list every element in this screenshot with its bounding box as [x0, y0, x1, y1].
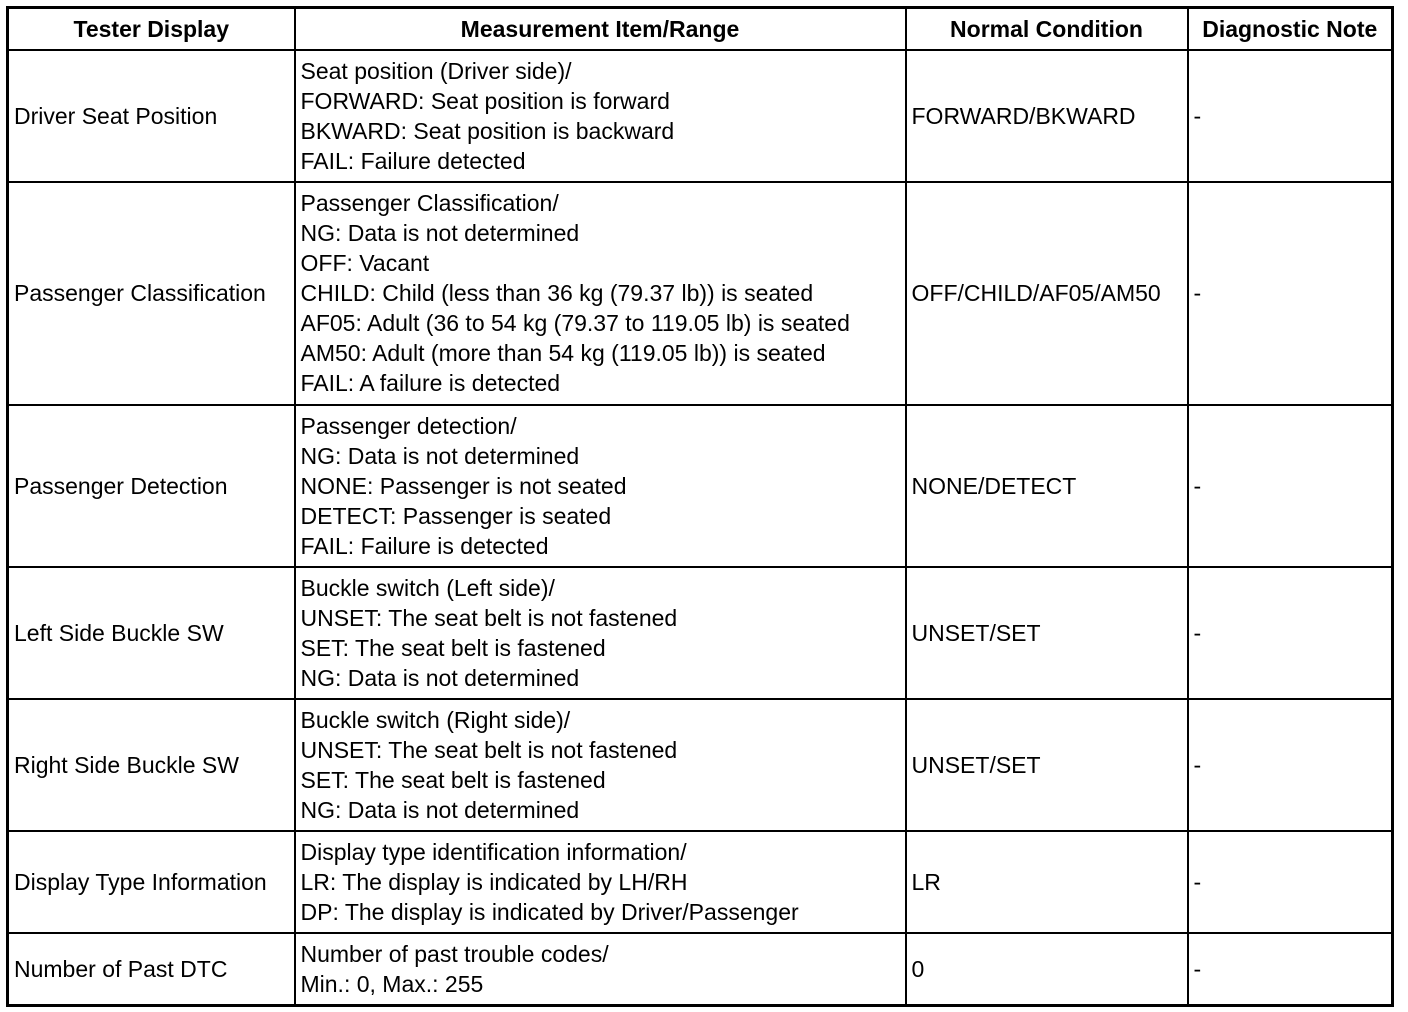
range-line: BKWARD: Seat position is backward	[300, 118, 675, 145]
table-row	[8, 50, 1393, 182]
range-line: SET: The seat belt is fastened	[300, 634, 606, 661]
cell-normal-condition: UNSET/SET	[906, 567, 1188, 699]
table-row	[8, 831, 1393, 933]
range-line: UNSET: The seat belt is not fastened	[300, 737, 678, 764]
cell-normal-condition: OFF/CHILD/AF05/AM50	[906, 182, 1188, 404]
range-line: FAIL: Failure detected	[300, 148, 526, 175]
range-line: Seat position (Driver side)/	[300, 58, 572, 85]
range-line: OFF: Vacant	[300, 250, 430, 277]
table-row	[8, 699, 1393, 831]
cell-normal-condition: 0	[906, 933, 1188, 1005]
range-line: CHILD: Child (less than 36 kg (79.37 lb)) is seated	[300, 280, 814, 307]
range-line: LR: The display is indicated by LH/RH	[300, 869, 688, 896]
header-normal-condition: Normal Condition	[906, 8, 1188, 51]
cell-measurement-range	[295, 699, 906, 831]
cell-measurement-range	[295, 182, 906, 404]
table-row	[8, 405, 1393, 567]
cell-tester-display: Right Side Buckle SW	[8, 699, 295, 831]
header-measurement-item-range: Measurement Item/Range	[295, 8, 906, 51]
range-line: FORWARD: Seat position is forward	[300, 88, 670, 115]
cell-diagnostic-note: -	[1188, 567, 1393, 699]
cell-normal-condition: LR	[906, 831, 1188, 933]
cell-measurement-range	[295, 567, 906, 699]
range-line: DETECT: Passenger is seated	[300, 502, 612, 529]
table-row	[8, 933, 1393, 1005]
cell-diagnostic-note: -	[1188, 182, 1393, 404]
range-line: Display type identification information/	[300, 839, 687, 866]
range-line: AM50: Adult (more than 54 kg (119.05 lb)) is seated	[300, 340, 826, 367]
range-line: FAIL: Failure is detected	[300, 532, 549, 559]
cell-measurement-range	[295, 50, 906, 182]
range-line: Passenger detection/	[300, 412, 517, 439]
range-line: UNSET: The seat belt is not fastened	[300, 604, 678, 631]
range-line: NG: Data is not determined	[300, 664, 580, 691]
range-line: SET: The seat belt is fastened	[300, 767, 606, 794]
cell-diagnostic-note: -	[1188, 933, 1393, 1005]
range-line: AF05: Adult (36 to 54 kg (79.37 to 119.05 lb) is seated	[300, 310, 850, 337]
cell-tester-display: Passenger Detection	[8, 405, 295, 567]
cell-diagnostic-note: -	[1188, 50, 1393, 182]
range-line: Passenger Classification/	[300, 190, 559, 217]
cell-diagnostic-note: -	[1188, 831, 1393, 933]
data-monitor-table	[6, 6, 1394, 1007]
cell-tester-display: Left Side Buckle SW	[8, 567, 295, 699]
range-line: Min.: 0, Max.: 255	[300, 971, 484, 998]
cell-tester-display: Driver Seat Position	[8, 50, 295, 182]
cell-tester-display: Number of Past DTC	[8, 933, 295, 1005]
cell-diagnostic-note: -	[1188, 405, 1393, 567]
cell-measurement-range	[295, 405, 906, 567]
range-line: Buckle switch (Left side)/	[300, 574, 555, 601]
range-line: DP: The display is indicated by Driver/Passenger	[300, 899, 799, 926]
header-tester-display: Tester Display	[8, 8, 295, 51]
cell-measurement-range	[295, 933, 906, 1005]
range-line: NG: Data is not determined	[300, 442, 580, 469]
cell-diagnostic-note: -	[1188, 699, 1393, 831]
header-diagnostic-note: Diagnostic Note	[1188, 8, 1393, 51]
range-line: NONE: Passenger is not seated	[300, 472, 627, 499]
table-row	[8, 182, 1393, 404]
range-line: NG: Data is not determined	[300, 220, 580, 247]
range-line: NG: Data is not determined	[300, 797, 580, 824]
header-row	[8, 8, 1393, 51]
table-row	[8, 567, 1393, 699]
range-line: Number of past trouble codes/	[300, 941, 609, 968]
cell-measurement-range	[295, 831, 906, 933]
cell-normal-condition: FORWARD/BKWARD	[906, 50, 1188, 182]
cell-normal-condition: UNSET/SET	[906, 699, 1188, 831]
range-line: Buckle switch (Right side)/	[300, 707, 571, 734]
range-line: FAIL: A failure is detected	[300, 370, 561, 397]
cell-tester-display: Display Type Information	[8, 831, 295, 933]
cell-normal-condition: NONE/DETECT	[906, 405, 1188, 567]
cell-tester-display: Passenger Classification	[8, 182, 295, 404]
